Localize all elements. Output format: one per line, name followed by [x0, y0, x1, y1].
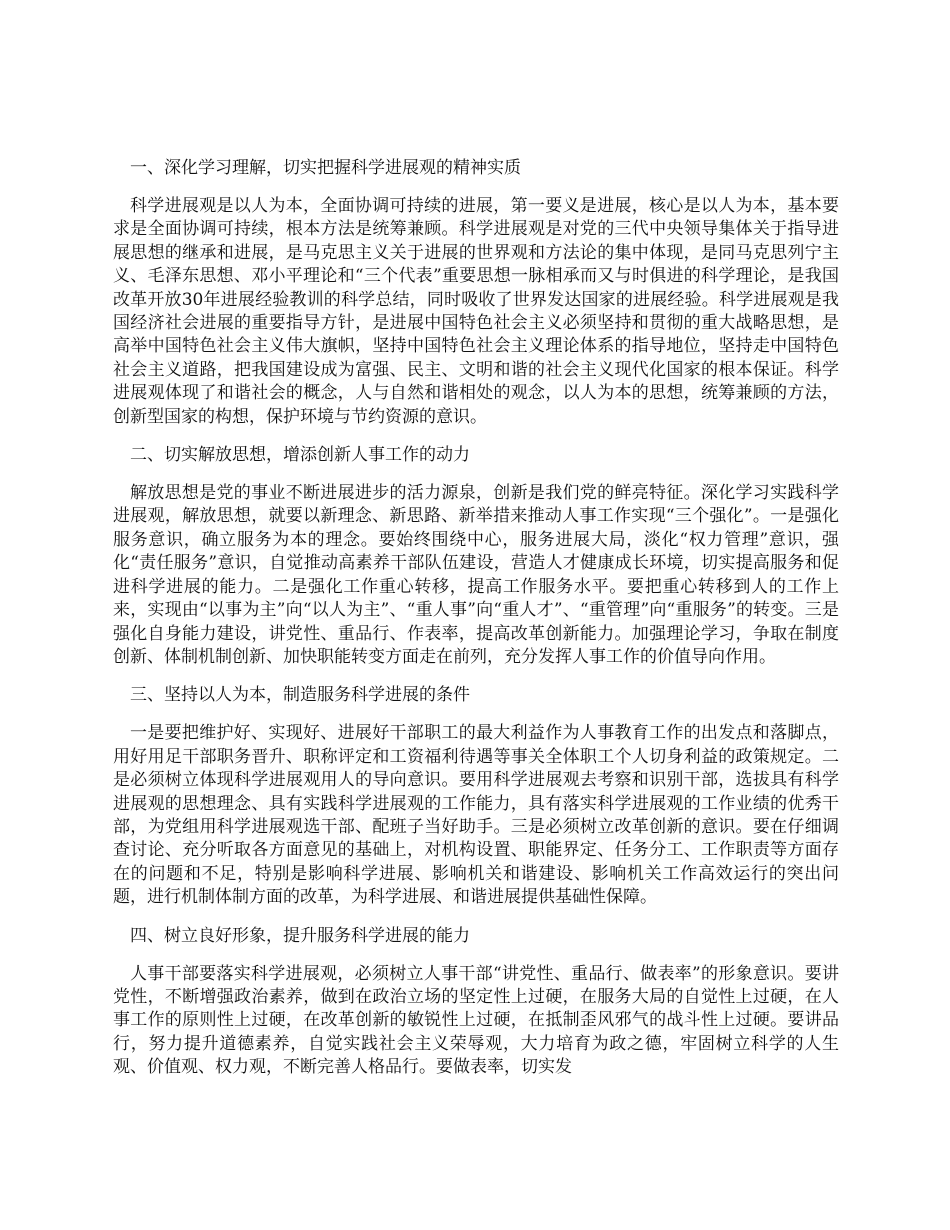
section-paragraph-2: 解放思想是党的事业不断进展进步的活力源泉，创新是我们党的鲜亮特征。深化学习实践科学进展观，解放思想，就要以新理念、新思路、新举措来推动人事工作实现“三个强化”。一是强化服务意识，确立服务为本的理念。要始终围绕中心，服务进展大局，淡化“权力管理”意识，强化“责任服务”意识，自觉推动高素养干部队伍建设，营造人才健康成长环境，切实提高服务和促进科学进展的能力。二是强化工作重心转移，提高工作服务水平。要把重心转移到人的工作上来，实现由“以事为主”向“以人为主”、“重人事”向“重人才”、“重管理”向“重服务”的转变。三是强化自身能力建设，讲党性、重品行、作表率，提高改革创新能力。加强理论学习，争取在制度创新、体制机制创新、加快职能转变方面走在前列，充分发挥人事工作的价值导向作用。 [113, 483, 839, 667]
section-paragraph-4: 人事干部要落实科学进展观，必须树立人事干部“讲党性、重品行、做表率”的形象意识。要讲党性，不断增强政治素养，做到在政治立场的坚定性上过硬，在服务大局的自觉性上过硬，在人事工作的原则性上过硬，在改革创新的敏锐性上过硬，在抵制歪风邪气的战斗性上过硬。要讲品行，努力提升道德素养，自觉实践社会主义荣辱观，大力培育为政之德，牢固树立科学的人生观、价值观、权力观，不断完善人格品行。要做表率，切实发 [113, 963, 839, 1078]
section-heading-1: 一、深化学习理解，切实把握科学进展观的精神实质 [130, 158, 521, 178]
section-heading-2: 二、切实解放思想，增添创新人事工作的动力 [130, 445, 470, 466]
section-heading-3: 三、坚持以人为本，制造服务科学进展的条件 [130, 685, 470, 706]
section-heading-4: 四、树立良好形象，提升服务科学进展的能力 [130, 925, 470, 946]
section-paragraph-3: 一是要把维护好、实现好、进展好干部职工的最大利益作为人事教育工作的出发点和落脚点，用好用足干部职务晋升、职称评定和工资福利待遇等事关全体职工个人切身利益的政策规定。二是必须树立体现科学进展观用人的导向意识。要用科学进展观去考察和识别干部，选拔具有科学进展观的思想理念、具有实践科学进展观的工作能力，具有落实科学进展观的工作业绩的优秀干部，为党组用科学进展观选干部、配班子当好助手。三是必须树立改革创新的意识。要在仔细调查讨论、充分听取各方面意见的基础上，对机构设置、职能界定、任务分工、工作职责等方面存在的问题和不足，特别是影响科学进展、影响机关和谐建设、影响机关工作高效运行的突出问题，进行机制体制方面的改革，为科学进展、和谐进展提供基础性保障。 [113, 723, 839, 908]
document-page [113, 156, 839, 1094]
section-paragraph-1: 科学进展观是以人为本，全面协调可持续的进展，第一要义是进展，核心是以人为本，基本要求是全面协调可持续，根本方法是统筹兼顾。科学进展观是对党的三代中央领导集体关于指导进展思想的继承和进展，是马克思主义关于进展的世界观和方法论的集中体现，是同马克思列宁主义、毛泽东思想、邓小平理论和“三个代表”重要思想一脉相承而又与时俱进的科学理论，是我国改革开放30年进展经验教训的科学总结，同时吸收了世界发达国家的进展经验。科学进展观是我国经济社会进展的重要指导方针，是进展中国特色社会主义必须坚持和贯彻的重大战略思想，是高举中国特色社会主义伟大旗帜，坚持中国特色社会主义理论体系的指导地位，坚持走中国特色社会主义道路，把我国建设成为富强、民主、文明和谐的社会主义现代化国家的根本保证。科学进展观体现了和谐社会的概念，人与自然和谐相处的观念，以人为本的思想，统筹兼顾的方法，创新型国家的构想，保护环境与节约资源的意识。 [113, 196, 839, 427]
